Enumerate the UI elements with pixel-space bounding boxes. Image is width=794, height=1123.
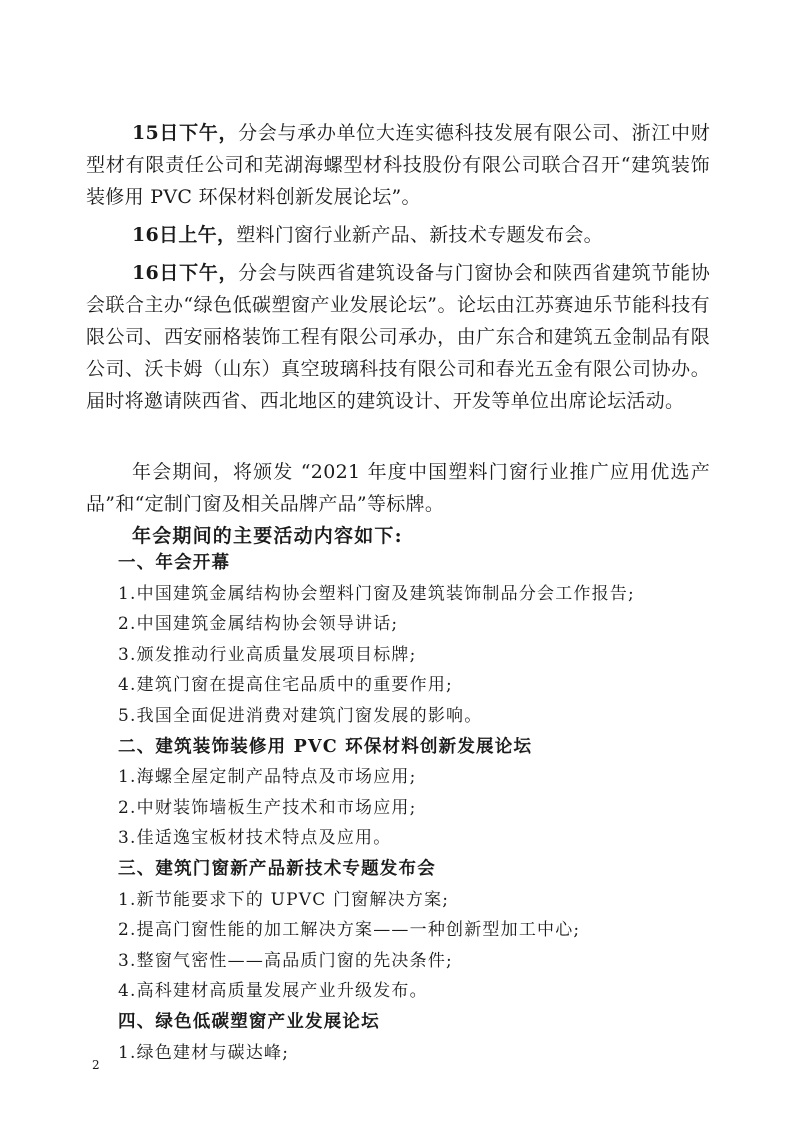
outline-heading: 一、年会开幕 [118,553,231,573]
page-number: 2 [92,1058,100,1072]
paragraph-text: 塑料门窗行业新产品、新技术专题发布会。 [236,224,603,246]
outline-item: 1.新节能要求下的 UPVC 门窗解决方案; [118,889,450,910]
paragraph-lead: 15日下午， [132,122,239,144]
paragraph-award-plaques [86,456,710,520]
paragraph-text: 分会与陕西省建筑设备与门窗协会和陕西省建筑节能协会联合主办“绿色低碳塑窗产业发展论坛”。论坛由江苏赛迪乐节能科技有限公司、西安丽格装饰工程有限公司承办，由广东合和建筑五金制品有限公司、沃卡姆（山东）真空玻璃科技有限公司和春光五金有限公司协办。届时将邀请陕西省、西北地区的建筑设计、开发等单位出席论坛活动。 [86,262,710,412]
activities-outline [118,548,718,1068]
outline-item: 1.海螺全屋定制产品特点及市场应用; [118,767,417,788]
outline-item: 1.中国建筑金属结构协会塑料门窗及建筑装饰制品分会工作报告; [118,583,635,604]
outline-item: 2.中国建筑金属结构协会领导讲话; [118,614,399,635]
activities-intro: 年会期间的主要活动内容如下: [132,525,403,547]
outline-item: 3.整窗气密性——高品质门窗的先决条件; [118,950,453,971]
paragraph-lead: 16日下午， [132,262,239,284]
paragraph-lead: 16日上午， [132,224,237,246]
outline-item: 2.中财装饰墙板生产技术和市场应用; [118,797,417,818]
outline-item: 4.高科建材高质量发展产业升级发布。 [118,981,428,1002]
paragraph-16th-morning [86,219,710,251]
outline-heading: 三、建筑门窗新产品新技术专题发布会 [118,858,436,879]
paragraph-16th-afternoon [86,257,710,417]
outline-heading: 二、建筑装饰装修用 PVC 环保材料创新发展论坛 [118,736,533,757]
paragraph-15th-afternoon [86,117,710,213]
outline-item: 3.佳适逸宝板材技术特点及应用。 [118,828,392,849]
outline-heading: 四、绿色低碳塑窗产业发展论坛 [118,1011,380,1032]
paragraph-text: 分会与承办单位大连实德科技发展有限公司、浙江中财型材有限责任公司和芜湖海螺型材科技股份有限公司联合召开“建筑装饰装修用 PVC 环保材料创新发展论坛”。 [86,122,710,208]
paragraph-text: 年会期间，将颁发 “2021 年度中国塑料门窗行业推广应用优选产品”和“定制门窗及相关品牌产品”等标牌。 [86,461,710,515]
outline-item: 2.提高门窗性能的加工解决方案——一种创新型加工中心; [118,920,581,941]
outline-item: 5.我国全面促进消费对建筑门窗发展的影响。 [118,705,483,726]
outline-item: 4.建筑门窗在提高住宅品质中的重要作用; [118,675,453,696]
outline-item: 3.颁发推动行业高质量发展项目标牌; [118,644,417,665]
outline-item: 1.绿色建材与碳达峰; [118,1042,290,1063]
